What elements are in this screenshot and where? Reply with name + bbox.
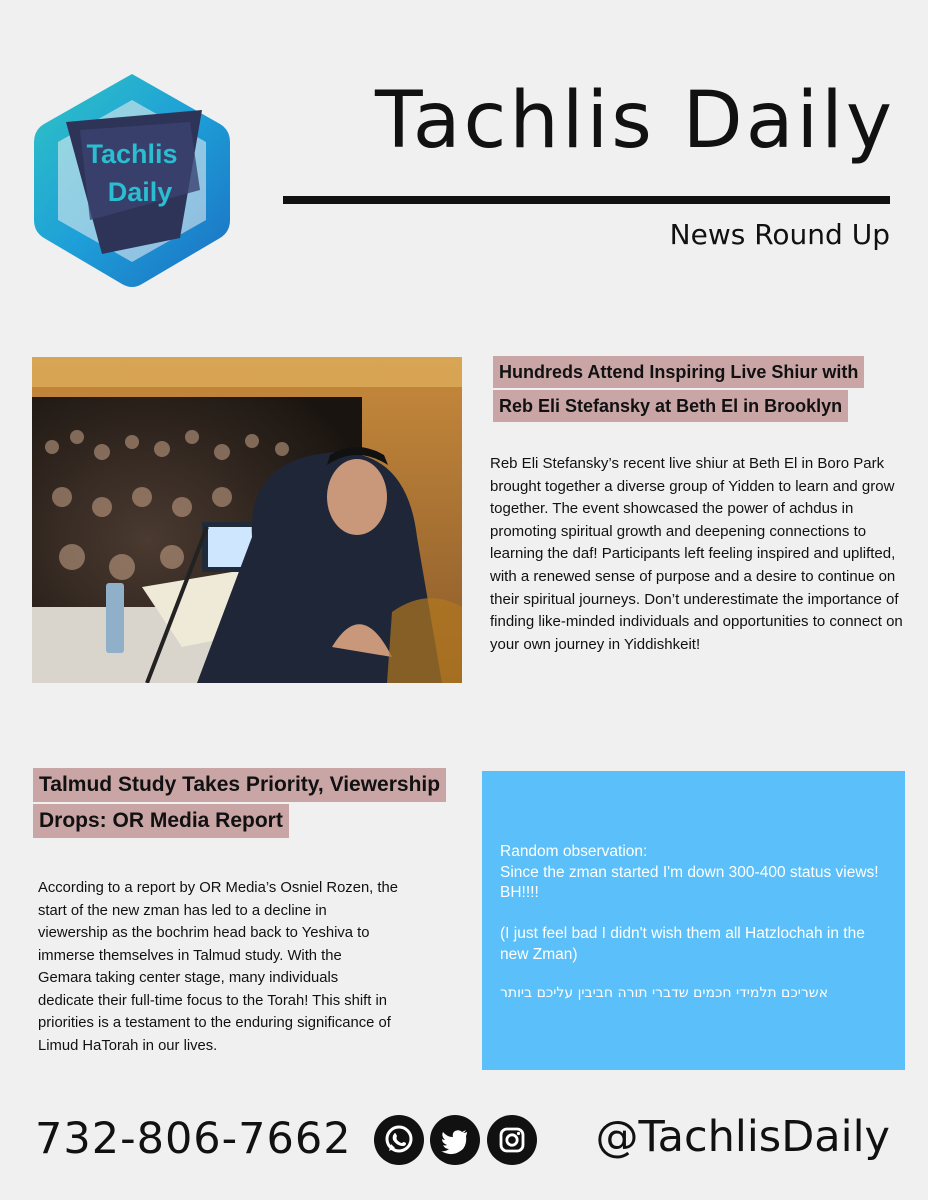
whatsapp-icon [374, 1115, 424, 1165]
observation-line1: Random observation: [500, 843, 648, 860]
story2-headline-line2: Drops: OR Media Report [33, 804, 289, 838]
observation-line2: Since the zman started I'm down 300-400 status views! BH!!!! [500, 863, 879, 901]
story2-headline [33, 768, 446, 840]
story2-headline-line1: Talmud Study Takes Priority, Viewership [33, 768, 446, 802]
observation-text [500, 842, 895, 965]
shiur-photo [32, 357, 462, 683]
logo-text-line2: Daily [107, 177, 173, 207]
whatsapp-button[interactable] [374, 1115, 424, 1165]
story1-body: Reb Eli Stefansky’s recent live shiur at Beth El in Boro Park brought together a diverse group of Yidden to learn and grow together. The event showcased the power of achdus in promoting spiritual growth and deepening connections to learning the daf! Participants left feeling inspired and uplifted, with a renewed sense of purpose and a desire to continue on their spiritual journeys. Don’t underestimate the importance of finding like-minded individuals and opportunities to connect on your own journey in Yiddishkeit! [490, 455, 903, 653]
footer-phone[interactable]: 732-806-7662 [35, 1114, 352, 1164]
story1-headline-line1: Hundreds Attend Inspiring Live Shiur with [493, 356, 864, 388]
story1-headline [493, 356, 864, 424]
twitter-button[interactable] [430, 1115, 480, 1165]
masthead-subtitle: News Round Up [669, 218, 890, 251]
logo-text-line1: Tachlis [86, 139, 178, 169]
footer-handle[interactable]: @TachlisDaily [595, 1112, 890, 1162]
masthead-title: Tachlis Daily [375, 76, 895, 166]
masthead-divider [283, 196, 890, 204]
random-observation-box [482, 771, 905, 1070]
instagram-button[interactable] [487, 1115, 537, 1165]
story1-headline-line2: Reb Eli Stefansky at Beth El in Brooklyn [493, 390, 848, 422]
tachlis-daily-logo [30, 70, 235, 290]
observation-hebrew: אשריכם תלמידי חכמים שדברי תורה חביבין עליכם ביותר [500, 985, 829, 1001]
observation-line3: (I just feel bad I didn't wish them all Hatzlochah in the new Zman) [500, 925, 865, 963]
instagram-icon [487, 1115, 537, 1165]
twitter-icon [430, 1115, 480, 1165]
story2-body: According to a report by OR Media’s Osniel Rozen, the start of the new zman has led to a decline in viewership as the bochrim head back to Yeshiva to immerse themselves in Talmud study. With the Gemara taking center stage, many individuals dedicate their full-time focus to the Torah! This shift in priorities is a testament to the enduring significance of Limud HaTorah in our lives. [38, 880, 398, 1054]
